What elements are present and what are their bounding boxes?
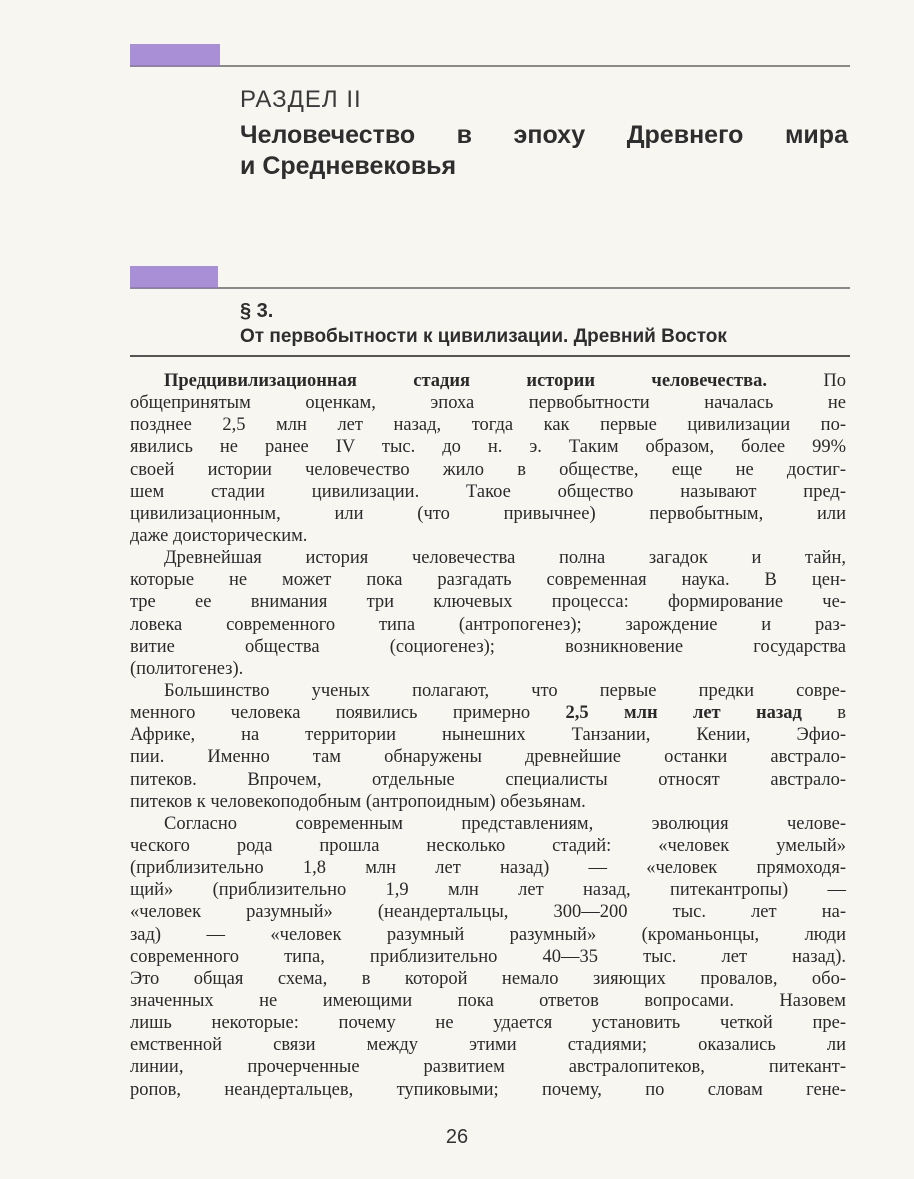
text-line bbox=[130, 503, 846, 525]
text-line bbox=[130, 569, 846, 591]
title-word: Древнего bbox=[626, 121, 744, 149]
text-span: ловека современного типа (антропогенез); зарождение и раз- bbox=[130, 614, 846, 635]
text-line bbox=[130, 924, 846, 946]
text-span: Это общая схема, в которой немало зияющих провалов, обо- bbox=[130, 968, 846, 989]
text-line bbox=[130, 547, 846, 569]
paragraph-title: От первобытности к цивилизации. Древний Восток bbox=[240, 326, 727, 347]
text-line bbox=[130, 1056, 846, 1078]
text-line bbox=[130, 813, 846, 835]
bold-term: 2,5 млн лет назад bbox=[565, 703, 802, 724]
text-span: тре ее внимания три ключевых процесса: формирование че- bbox=[130, 592, 846, 613]
text-line bbox=[130, 392, 846, 414]
text-line bbox=[130, 614, 846, 636]
page-number: 26 bbox=[445, 1126, 469, 1148]
text-span: питеков к человекоподобным (антропоидным) обезьянам. bbox=[130, 791, 586, 812]
title-word: мира bbox=[784, 121, 848, 149]
text-line bbox=[130, 901, 846, 923]
text-span: По bbox=[766, 371, 846, 391]
text-span: цивилизационным, или (что привычнее) первобытным, или bbox=[130, 503, 846, 524]
text-line bbox=[130, 1012, 846, 1034]
text-span: позднее 2,5 млн лет назад, тогда как первые цивилизации по- bbox=[130, 415, 846, 436]
section-label: РАЗДЕЛ II bbox=[240, 86, 362, 113]
title-word: эпоху bbox=[513, 121, 586, 149]
paragraph-rule-top bbox=[130, 287, 850, 289]
section-title-line2: и Средневековья bbox=[240, 152, 457, 180]
text-span: пии. Именно там обнаружены древнейшие останки австрало- bbox=[130, 747, 846, 768]
text-line bbox=[130, 414, 846, 436]
text-span: щий» (приблизительно 1,9 млн лет назад, питекантропы) — bbox=[130, 880, 846, 901]
text-span: линии, прочерченные развитием австралопитеков, питекант- bbox=[130, 1057, 846, 1078]
text-span: шем стадии цивилизации. Такое общество называют пред- bbox=[130, 481, 846, 502]
title-word: в bbox=[456, 121, 473, 149]
text-span: витие общества (социогенез); возникновение государства bbox=[130, 636, 846, 657]
text-span: Древнейшая история человечества полна загадок и тайн, bbox=[164, 548, 846, 569]
text-span: своей истории человечество жило в обществе, еще не достиг- bbox=[130, 459, 846, 480]
section-title bbox=[240, 120, 848, 182]
bold-term: Предцивилизационная стадия истории человечества. bbox=[164, 371, 767, 391]
text-span: Большинство ученых полагают, что первые предки совре- bbox=[164, 680, 846, 701]
text-span: зад) — «человек разумный разумный» (кроманьонцы, люди bbox=[130, 924, 846, 945]
text-span: питеков. Впрочем, отдельные специалисты относят австрало- bbox=[130, 769, 846, 790]
text-line bbox=[130, 459, 846, 481]
text-line bbox=[130, 946, 846, 968]
text-line bbox=[130, 968, 846, 990]
text-span: менного человека появились примерно bbox=[130, 703, 566, 724]
text-line bbox=[130, 591, 846, 613]
text-span: емственной связи между этими стадиями; оказались ли bbox=[130, 1035, 846, 1056]
text-span: в bbox=[801, 703, 846, 724]
text-line bbox=[130, 702, 846, 724]
text-span: (политогенез). bbox=[130, 658, 244, 679]
text-span: ческого рода прошла несколько стадий: «человек умелый» bbox=[130, 835, 846, 856]
text-span: лишь некоторые: почему не удается установить четкой пре- bbox=[130, 1013, 846, 1034]
text-span: (приблизительно 1,8 млн лет назад) — «человек прямоходя- bbox=[130, 858, 846, 879]
text-span: общепринятым оценкам, эпоха первобытности началась не bbox=[130, 393, 846, 414]
text-line bbox=[130, 724, 846, 746]
text-span: даже доисторическим. bbox=[130, 525, 308, 546]
text-span: Согласно современным представлениям, эволюция челове- bbox=[164, 813, 846, 834]
paragraph-rule-bottom bbox=[130, 355, 850, 357]
title-word: Человечество bbox=[240, 121, 416, 149]
text-line bbox=[130, 879, 846, 901]
text-line bbox=[130, 658, 846, 680]
text-span: Африке, на территории нынешних Танзании, Кении, Эфио- bbox=[130, 725, 846, 746]
text-span: которые не может пока разгадать современная наука. В цен- bbox=[130, 570, 846, 591]
text-line bbox=[130, 769, 846, 791]
text-line bbox=[130, 990, 846, 1012]
section-accent-bar bbox=[130, 44, 220, 66]
text-line bbox=[130, 525, 846, 547]
section-rule bbox=[130, 65, 850, 67]
text-span: современного типа, приблизительно 40—35 тыс. лет назад). bbox=[130, 946, 846, 967]
paragraph-number: § 3. bbox=[240, 300, 274, 322]
text-line bbox=[130, 1079, 846, 1101]
text-span: «человек разумный» (неандертальцы, 300—200 тыс. лет на- bbox=[130, 902, 846, 923]
text-span: ропов, неандертальцев, тупиковыми; почему, по словам гене- bbox=[130, 1079, 846, 1100]
text-span: явились не ранее IV тыс. до н. э. Таким образом, более 99% bbox=[130, 437, 846, 458]
text-line bbox=[130, 857, 846, 879]
body-text bbox=[130, 370, 846, 1101]
text-line bbox=[130, 436, 846, 458]
text-line bbox=[130, 370, 846, 392]
text-span: значенных не имеющими пока ответов вопросами. Назовем bbox=[130, 990, 846, 1011]
text-line bbox=[130, 746, 846, 768]
text-line bbox=[130, 481, 846, 503]
paragraph-accent-bar bbox=[130, 266, 218, 288]
text-line bbox=[130, 835, 846, 857]
text-line bbox=[130, 791, 846, 813]
text-line bbox=[130, 680, 846, 702]
text-line bbox=[130, 636, 846, 658]
text-line bbox=[130, 1034, 846, 1056]
